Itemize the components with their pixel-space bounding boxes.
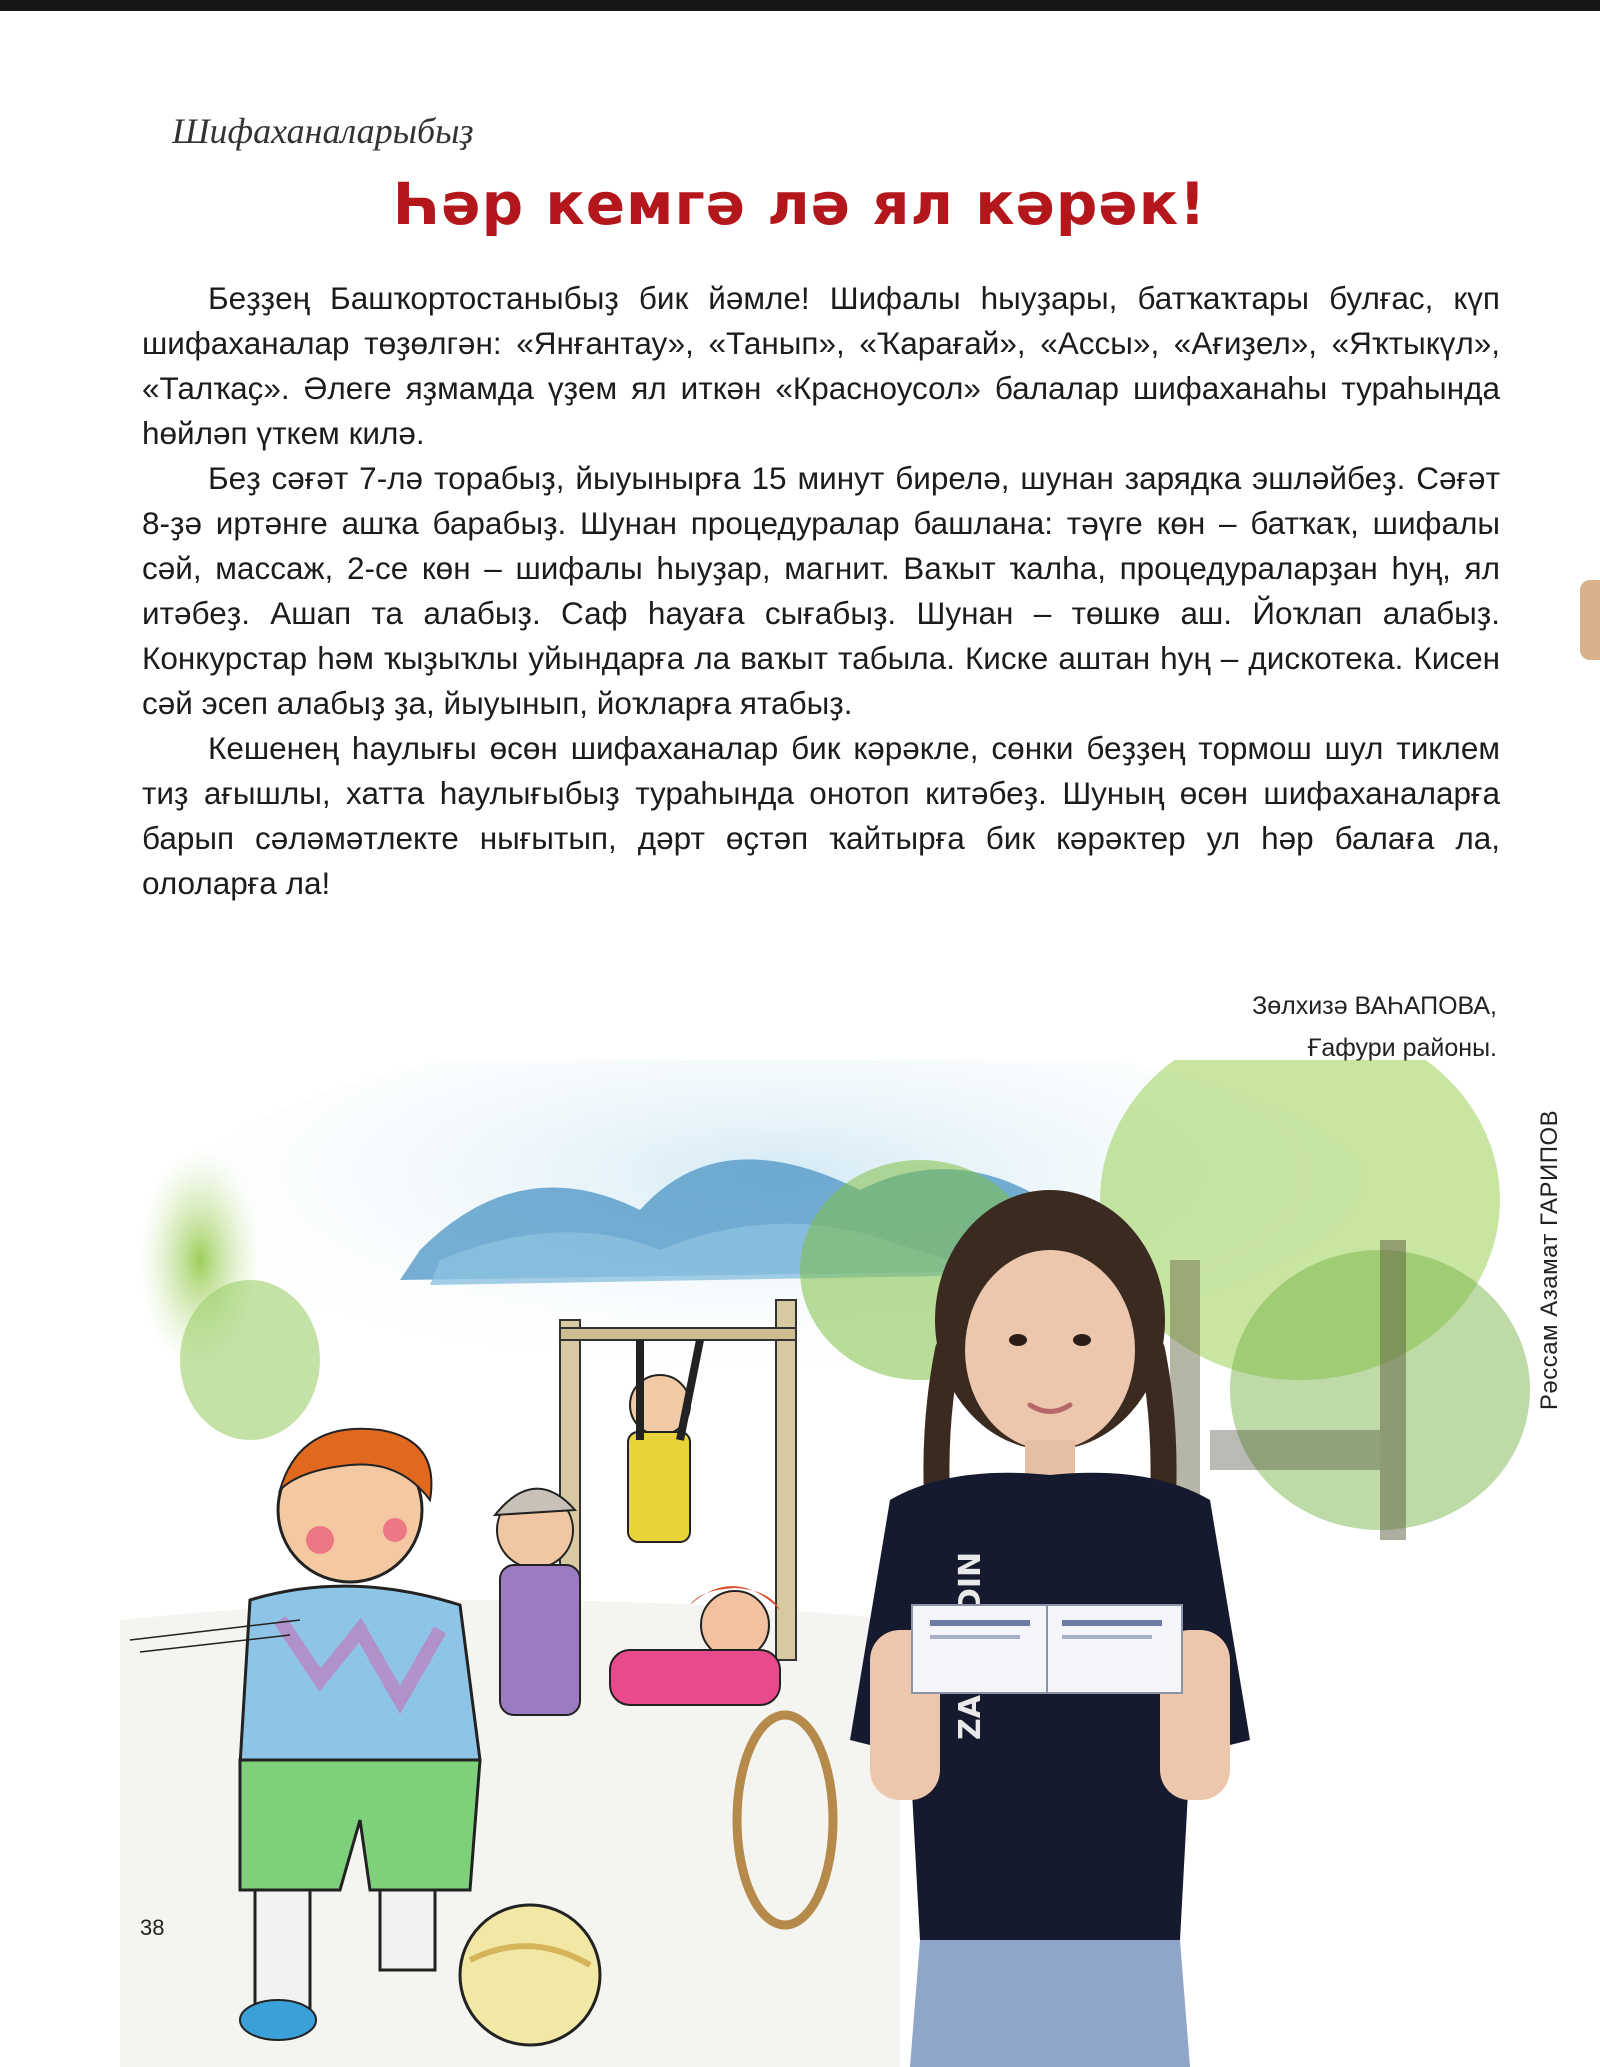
byline	[1252, 985, 1497, 1069]
article-paragraph-1: Беҙҙең Башҡортостаныбыҙ бик йәмле! Шифалы һыуҙары, батҡаҡтары булғас, күп шифаханалар төҙөлгән: «Янғантау», «Танып», «Ҡарағай», «Ассы», «Ағиҙел», «Яҡтыкүл», «Талҡаҫ». Әлеге яҙмамда үҙем ял иткән «Красноусол» балалар шифаханаһы тураһында һөйләп үткем килә.	[142, 280, 1500, 451]
article-body	[142, 276, 1500, 906]
author-name: Зөлхизә ВАҺАПОВА,	[1252, 992, 1497, 1020]
top-border	[0, 0, 1600, 11]
girl-photo	[830, 1180, 1270, 2067]
article-paragraph-3: Кешенең һаулығы өсөн шифаханалар бик кәрәкле, сөнки беҙҙең тормош шул тиклем тиҙ ағышлы, хатта һаулығыбыҙ тураһында онотоп китәбеҙ. Шуның өсөн шифаханаларға барып сәләмәтлекте нығытып, дәрт өҫтәп ҡайтырға бик кәрәктер ул һәр балаға ла, ололарға ла!	[142, 730, 1500, 901]
page-edge-tab	[1580, 580, 1600, 660]
author-district: Ғафури районы.	[1307, 1034, 1497, 1062]
kids-playground-illustration	[0, 1060, 1600, 2067]
section-title: Шифаханаларыбыҙ	[172, 111, 474, 151]
artist-credit: Рәссам Азамат ГАРИПОВ	[1536, 1109, 1563, 1411]
article-headline: Һәр кемгә лә ял кәрәк!	[393, 170, 1207, 238]
page-number: 38	[140, 1915, 165, 1940]
article-paragraph-2: Беҙ сәғәт 7-лә торабыҙ, йыуынырға 15 минут бирелә, шунан зарядка эшләйбеҙ. Сәғәт 8-ҙә иртәнге ашҡа барабыҙ. Шунан процедуралар башлана: тәүге көн – батҡаҡ, шифалы сәй, массаж, 2-се көн – шифалы һыуҙар, магнит. Ваҡыт ҡалһа, процедураларҙан һуң, ял итәбеҙ. Ашап та алабыҙ. Саф һауаға сығабыҙ. Шунан – төшкө аш. Йоҡлап алабыҙ. Конкурстар һәм ҡыҙыҡлы уйындарға ла ваҡыт табыла. Киске аштан һуң – дискотека. Кисен сәй эсеп алабыҙ ҙа, йыуынып, йоҡларға ятабыҙ.	[142, 460, 1500, 721]
